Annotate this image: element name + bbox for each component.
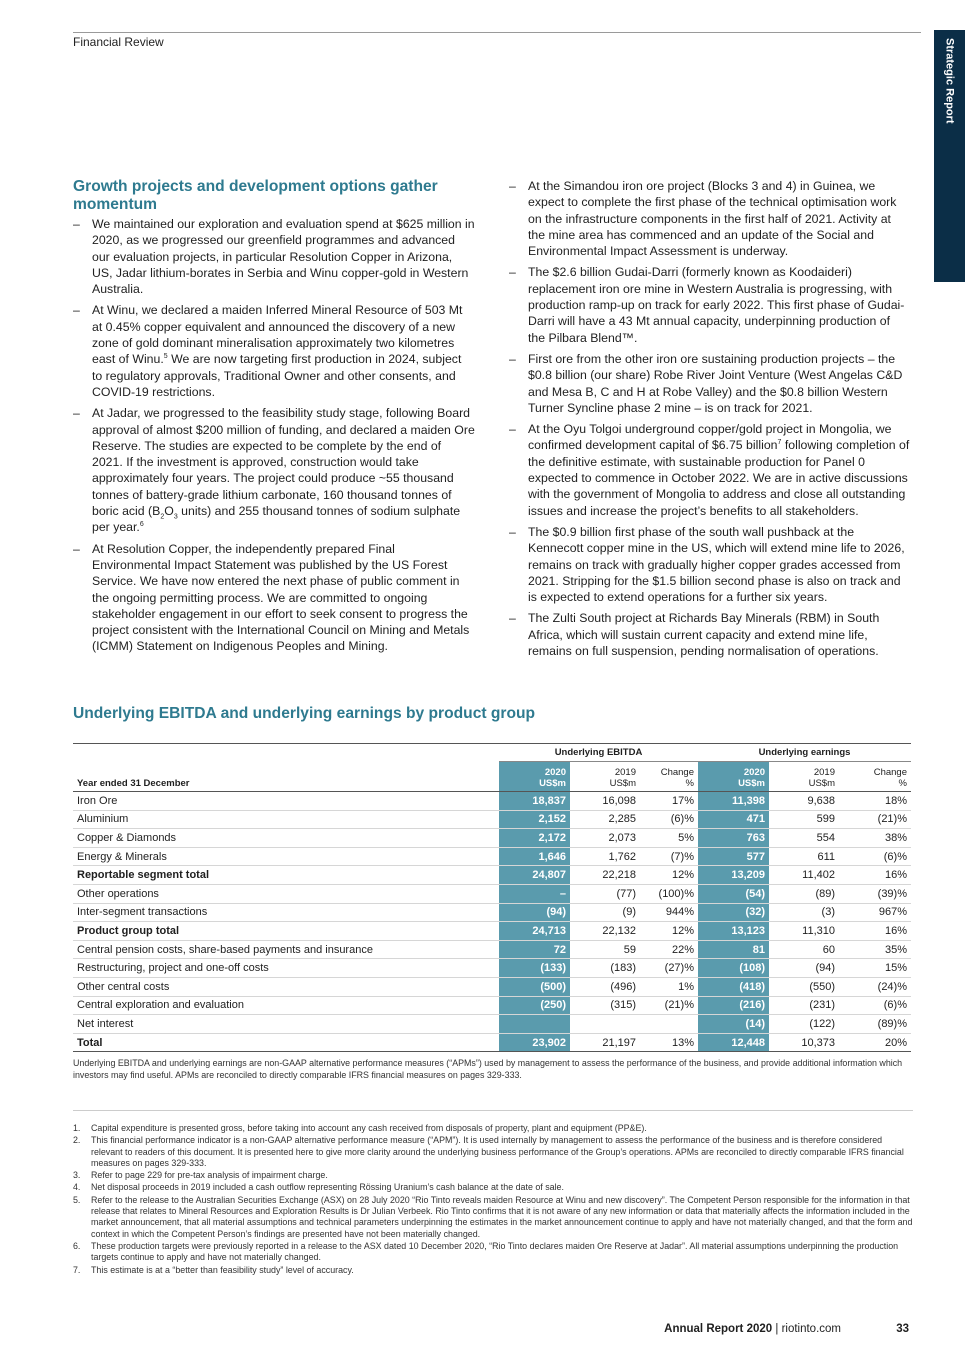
footnote-number: 6.	[73, 1240, 81, 1251]
table-cell: (183)	[570, 959, 640, 978]
table-cell: (54)	[698, 884, 769, 903]
list-item: – At the Oyu Tolgoi underground copper/gold project in Mongolia, we confirmed development capital of $6.75 billion$^7$ following completion of the definitive estimate, with sustainable production for Panel 0 expected to commence in October 2022. We are in active discussions with the government of Mongolia to address and close all outstanding issues and increase the project’s benefits to all stakeholders.	[509, 421, 910, 519]
footnote	[73, 1182, 913, 1193]
table-cell: (27)%	[640, 959, 698, 978]
table-cell: 471	[698, 810, 769, 829]
list-item: – At Jadar, we progressed to the feasibility study stage, following Board approval of almost $200 million of funding, and declared a maiden Ore Reserve. The studies are expected to be complete by the end of 2021. If the investment is approved, construction would take approximately four years. The project could produce ~55 thousand tonnes of battery-grade lithium carbonate, 160 thousand tonnes of boric acid ($B_2O_3$ units) and 255 thousand tonnes of sodium sulphate per year.$^6$	[73, 405, 475, 535]
row-label: Energy & Minerals	[73, 847, 499, 866]
list-item: – At Resolution Copper, the independently prepared Final Environmental Impact Statement was published by the US Forest Service. We have now entered the next phase of public comment in the ongoing permitting process. We are committed to ongoing stakeholder engagement in our effort to seek consent to progress the project consistent with the International Council on Mining and Metals (ICMM) Statement on Indigenous Peoples and Mining.	[73, 541, 475, 655]
row-label: Aluminium	[73, 810, 499, 829]
footnote-number: 4.	[73, 1182, 81, 1193]
table-cell: 13%	[640, 1033, 698, 1052]
footnote	[73, 1241, 913, 1264]
table-cell: 23,902	[499, 1033, 570, 1052]
table-cell: 22,218	[570, 866, 640, 885]
table-cell: 2,285	[570, 810, 640, 829]
list-item: – We maintained our exploration and evaluation spend at $625 million in 2020, as we progressed our greenfield programmes and advanced our evaluation projects, in particular Resolution Copper in Arizona, US, Jadar lithium-borates in Serbia and Winu copper-gold in Western Australia.	[73, 216, 475, 297]
col-earnings-2019: 2019 US$m	[808, 767, 835, 789]
table-title: Underlying EBITDA and underlying earnings by product group	[73, 705, 536, 722]
footnote-rule	[73, 1110, 913, 1111]
table-cell: (21)%	[839, 810, 911, 829]
ebitda-table	[73, 743, 911, 1052]
table-cell: 11,398	[698, 792, 769, 811]
list-item: – First ore from the other iron ore sustaining production projects – the $0.8 billion (our share) Robe River Joint Venture (West Angelas C&D and Mesa B, C and H at Robe Valley) and the $0.8 billion Western Turner Syncline phase 2 mine – is on track for 2021.	[509, 351, 910, 416]
col-earnings-2020: 2020 US$m	[698, 762, 769, 792]
footnote-number: 7.	[73, 1264, 81, 1275]
table-cell: (94)	[769, 959, 839, 978]
list-item: – The $2.6 billion Gudai-Darri (formerly known as Koodaideri) replacement iron ore mine in Western Australia is progressing, with production ramp-up on track for early 2022. This first phase of Gudai-Darri will have a 43 Mt annual capacity, underpinning production of the Pilbara Blend™.	[509, 264, 910, 345]
row-label: Other central costs	[73, 977, 499, 996]
table-cell: 38%	[839, 829, 911, 848]
row-label: Inter-segment transactions	[73, 903, 499, 922]
row-label: Restructuring, project and one-off costs	[73, 959, 499, 978]
table-cell: (250)	[499, 996, 570, 1015]
table-cell: (21)%	[640, 996, 698, 1015]
table-cell: 60	[769, 940, 839, 959]
list-item: – The $0.9 billion first phase of the south wall pushback at the Kennecott copper mine in the US, which will extend mine life to 2026, remains on track with gradually higher copper grades accessed from 2021. Stripping for the $1.5 billion second phase is also on track and is expected to extend operations for a further six years.	[509, 524, 910, 605]
list-item: – At the Simandou iron ore project (Blocks 3 and 4) in Guinea, we expect to complete the first phase of the technical optimisation work on the infrastructure components in the first half of 2021. Activity at the mine area has commenced and an update of the Social and Environmental Impact Assessment is underway.	[509, 178, 910, 259]
table-cell: 59	[570, 940, 640, 959]
right-column	[509, 178, 910, 664]
table-cell: 17%	[640, 792, 698, 811]
table-cell: 72	[499, 940, 570, 959]
table-row	[73, 903, 911, 922]
col-earnings-change: Change %	[873, 767, 907, 789]
footnote	[73, 1195, 913, 1240]
list-item: – The Zulti South project at Richards Bay Minerals (RBM) in South Africa, which will sustain current capacity and extend mine life, remains on full suspension, pending normalisation of operations.	[509, 610, 910, 659]
report-name: Annual Report 2020	[664, 1323, 773, 1335]
table-cell: 16,098	[570, 792, 640, 811]
table-cell: (6)%	[839, 847, 911, 866]
table-cell: 611	[769, 847, 839, 866]
table-cell: 599	[769, 810, 839, 829]
table-cell: 11,310	[769, 922, 839, 941]
side-tab[interactable]	[934, 30, 965, 282]
table-row	[73, 829, 911, 848]
table-cell: 22,132	[570, 922, 640, 941]
table-cell: (418)	[698, 977, 769, 996]
table-cell	[499, 1015, 570, 1034]
projects-list	[509, 178, 910, 659]
table-cell: (122)	[769, 1015, 839, 1034]
table-cell: (39)%	[839, 884, 911, 903]
table-cell: 13,123	[698, 922, 769, 941]
footnote-number: 5.	[73, 1194, 81, 1205]
table-row	[73, 847, 911, 866]
table-cell: 21,197	[570, 1033, 640, 1052]
footnote	[73, 1265, 913, 1276]
table-cell: (315)	[570, 996, 640, 1015]
table-cell: (7)%	[640, 847, 698, 866]
table-cell: (89)%	[839, 1015, 911, 1034]
table-cell: (89)	[769, 884, 839, 903]
year-label: Year ended 31 December	[77, 778, 190, 789]
row-label: Central pension costs, share-based payments and insurance	[73, 940, 499, 959]
footnote-text: Capital expenditure is presented gross, before taking into account any cash received from disposals of property, plant and equipment (PP&E).	[91, 1123, 647, 1133]
table-cell: (216)	[698, 996, 769, 1015]
footnote-text: Refer to the release to the Australian Securities Exchange (ASX) on 28 July 2020 “Rio Tinto reveals maiden Resource at Winu and new discovery”. The Competent Person responsible for the information in that release that relates to Mineral Resources and Exploration Results is Dr Julian Verbeek. Rio Tinto confirms that it is not aware of any new information or data that materially affects the information included in the market announcement, that all material assumptions and technical parameters underpinning the estimates in the market announcement continue to apply and have not materially changed, and that the form and context in which the Competent Person’s findings are presented have not been materially changed.	[91, 1194, 913, 1239]
table-cell: 944%	[640, 903, 698, 922]
table-cell: (133)	[499, 959, 570, 978]
table-row	[73, 977, 911, 996]
footnote-number: 1.	[73, 1123, 81, 1133]
row-label: Total	[73, 1033, 499, 1052]
table-row	[73, 959, 911, 978]
table-cell: (496)	[570, 977, 640, 996]
growth-list	[73, 216, 475, 655]
table-cell: (6)%	[839, 996, 911, 1015]
table-row	[73, 866, 911, 885]
table-row	[73, 1033, 911, 1052]
footnote-text: This estimate is at a “better than feasibility study” level of accuracy.	[91, 1264, 354, 1275]
growth-heading: Growth projects and development options gather momentum	[73, 178, 438, 213]
header-rule	[73, 32, 921, 33]
table-cell: 967%	[839, 903, 911, 922]
footnote-text: Refer to page 229 for pre-tax analysis of impairment charge.	[91, 1170, 328, 1181]
table-cell: –	[499, 884, 570, 903]
table-cell: 5%	[640, 829, 698, 848]
table-cell: (500)	[499, 977, 570, 996]
table-row	[73, 922, 911, 941]
footnote-text: Net disposal proceeds in 2019 included a cash outflow representing Rössing Uranium’s cash balance at the date of sale.	[91, 1182, 564, 1193]
table-cell: (100)%	[640, 884, 698, 903]
table-cell: 16%	[839, 866, 911, 885]
footnote	[73, 1170, 913, 1181]
table-row	[73, 884, 911, 903]
table-cell: 81	[698, 940, 769, 959]
row-label: Net interest	[73, 1015, 499, 1034]
table-cell: 1,762	[570, 847, 640, 866]
col-ebitda-2020: 2020 US$m	[499, 762, 570, 792]
row-label: Copper & Diamonds	[73, 829, 499, 848]
table-cell: (77)	[570, 884, 640, 903]
table-cell: (94)	[499, 903, 570, 922]
table-cell: (24)%	[839, 977, 911, 996]
footnotes	[73, 1123, 913, 1277]
table-cell: 554	[769, 829, 839, 848]
table-cell: 13,209	[698, 866, 769, 885]
footnote-number: 2.	[73, 1135, 81, 1146]
table-cell: (550)	[769, 977, 839, 996]
table-cell: 12,448	[698, 1033, 769, 1052]
footer-separator: |	[775, 1323, 779, 1335]
row-label: Central exploration and evaluation	[73, 996, 499, 1015]
table-row	[73, 1015, 911, 1034]
table-cell: 24,713	[499, 922, 570, 941]
table-cell: 2,073	[570, 829, 640, 848]
table-cell: (14)	[698, 1015, 769, 1034]
site-link[interactable]: riotinto.com	[781, 1323, 841, 1335]
list-item: – At Winu, we declared a maiden Inferred Mineral Resource of 503 Mt at 0.45% copper equivalent and announced the discovery of a new zone of gold dominant mineralisation approximately two kilometres east of Winu.$^5$ We are now targeting first production in 2024, subject to regulatory approvals, Traditional Owner and other consents, and COVID-19 restrictions.	[73, 302, 475, 400]
section-label: Financial Review	[73, 35, 164, 49]
table-cell: 577	[698, 847, 769, 866]
table-cell: 12%	[640, 922, 698, 941]
table-cell: 1%	[640, 977, 698, 996]
footnote	[73, 1123, 913, 1134]
table-row	[73, 810, 911, 829]
row-label: Other operations	[73, 884, 499, 903]
row-label: Iron Ore	[73, 792, 499, 811]
group-ebitda: Underlying EBITDA	[499, 743, 698, 762]
table-row	[73, 792, 911, 811]
table-cell	[640, 1015, 698, 1034]
table-cell: 20%	[839, 1033, 911, 1052]
table-cell: (32)	[698, 903, 769, 922]
table-cell: 11,402	[769, 866, 839, 885]
footnote-text: These production targets were previously reported in a release to the ASX dated 10 December 2020, “Rio Tinto declares maiden Ore Reserve at Jadar”. All material assumptions underpinning the production targets continue to apply and have not materially changed.	[91, 1240, 899, 1263]
table-row	[73, 940, 911, 959]
page-number: 33	[896, 1323, 909, 1335]
group-earnings: Underlying earnings	[698, 743, 911, 762]
table-cell: 1,646	[499, 847, 570, 866]
row-label: Reportable segment total	[73, 866, 499, 885]
side-tab-label: Strategic Report	[943, 38, 956, 124]
left-column	[73, 178, 475, 660]
table-cell: 2,172	[499, 829, 570, 848]
table-cell: (231)	[769, 996, 839, 1015]
table-cell: 10,373	[769, 1033, 839, 1052]
page-footer	[664, 1323, 909, 1335]
col-ebitda-2019: 2019 US$m	[609, 767, 636, 789]
footnote	[73, 1135, 913, 1169]
row-label: Product group total	[73, 922, 499, 941]
footnote-number: 3.	[73, 1170, 81, 1181]
table-cell: 9,638	[769, 792, 839, 811]
table-row	[73, 996, 911, 1015]
apm-note: Underlying EBITDA and underlying earnings are non-GAAP alternative performance measures (“APMs”) used by management to assess the performance of the business, and provide additional information which investors may find useful. APMs are reconciled to directly comparable IFRS financial measures on pages 329-333.	[73, 1058, 903, 1080]
table-cell: 35%	[839, 940, 911, 959]
table-cell: 15%	[839, 959, 911, 978]
table-cell: 2,152	[499, 810, 570, 829]
table-cell: 22%	[640, 940, 698, 959]
table-cell: 18,837	[499, 792, 570, 811]
table-cell: (108)	[698, 959, 769, 978]
table-cell: (6)%	[640, 810, 698, 829]
col-ebitda-change: Change %	[660, 767, 694, 789]
table-cell: (3)	[769, 903, 839, 922]
table-cell: (9)	[570, 903, 640, 922]
table-cell: 763	[698, 829, 769, 848]
table-cell: 12%	[640, 866, 698, 885]
table-cell: 18%	[839, 792, 911, 811]
footnote-text: This financial performance indicator is a non-GAAP alternative performance measure (“APM”). It is used internally by management to assess the performance of the business and is therefore considered relevant to readers of this document. It is presented here to give more clarity around the underlying business performance of the Group’s operations. APMs are reconciled to directly comparable IFRS financial measures on pages 329-333.	[91, 1135, 904, 1168]
table-cell: 16%	[839, 922, 911, 941]
table-cell: 24,807	[499, 866, 570, 885]
table-cell	[570, 1015, 640, 1034]
